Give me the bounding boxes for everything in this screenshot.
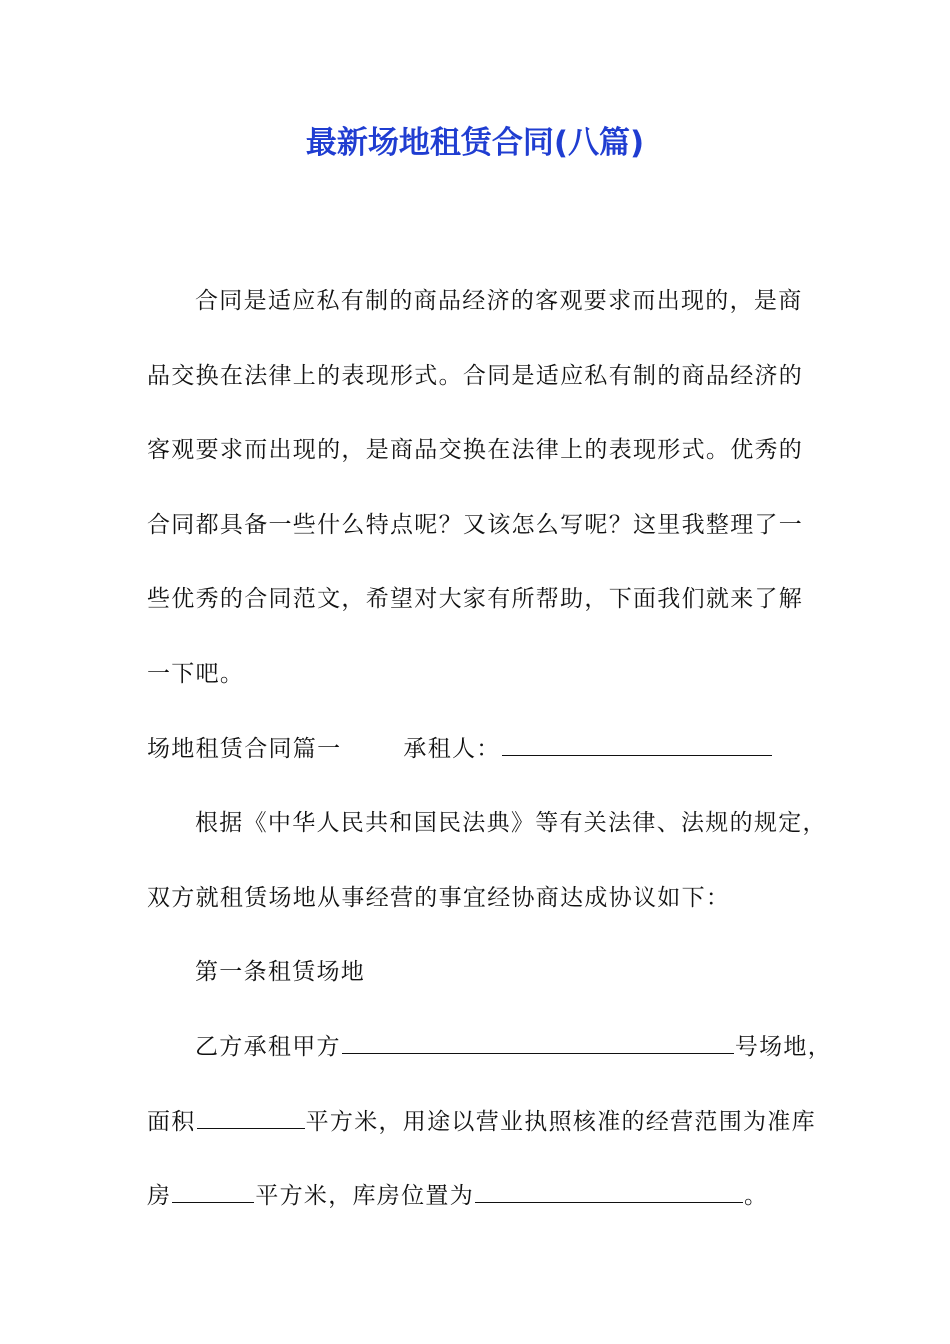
clause-text: 号场地，: [734, 1033, 833, 1060]
document-title: 最新场地租赁合同(八篇): [305, 125, 645, 161]
intro-line: 合同都具备一些什么特点呢？又该怎么写呢？这里我整理了一: [147, 511, 804, 538]
intro-line: 品交换在法律上的表现形式。合同是适应私有制的商品经济的: [147, 362, 804, 389]
storage-area-blank: [172, 1180, 254, 1203]
clause-text: 平方米，库房位置为: [255, 1183, 475, 1210]
basis-paragraph: [147, 786, 827, 935]
intro-paragraph: [147, 264, 807, 712]
clause-text: 面积: [147, 1108, 196, 1135]
area-blank: [197, 1106, 305, 1129]
basis-line: 双方就租赁场地从事经营的事宜经协商达成协议如下：: [147, 884, 731, 911]
clause-text: 平方米，用途以营业执照核准的经营范围为准库: [305, 1108, 816, 1135]
storage-position-blank: [475, 1180, 743, 1203]
basis-line: 根据《中华人民共和国民法典》等有关法律、法规的规定，: [195, 810, 827, 837]
document-body: [147, 264, 833, 1234]
lessee-blank: [502, 733, 772, 756]
clause-text: 房: [147, 1183, 172, 1210]
intro-line: 合同是适应私有制的商品经济的客观要求而出现的，是商: [195, 288, 803, 314]
lessee-label: 承租人：: [403, 735, 501, 762]
intro-line: 客观要求而出现的，是商品交换在法律上的表现形式。优秀的: [147, 437, 804, 464]
clause-paragraph: [147, 1010, 833, 1234]
article-title: 第一条租赁场地: [195, 959, 366, 986]
article-one-heading: [147, 935, 807, 1010]
section-heading-row: [147, 712, 807, 787]
intro-line: 一下吧。: [147, 660, 245, 687]
clause-text: 。: [744, 1183, 769, 1210]
clause-text: 乙方承租甲方: [195, 1033, 341, 1060]
section-heading: 场地租赁合同篇一: [147, 735, 342, 762]
site-number-blank: [342, 1031, 734, 1054]
intro-line: 些优秀的合同范文，希望对大家有所帮助，下面我们就来了解: [147, 586, 804, 613]
